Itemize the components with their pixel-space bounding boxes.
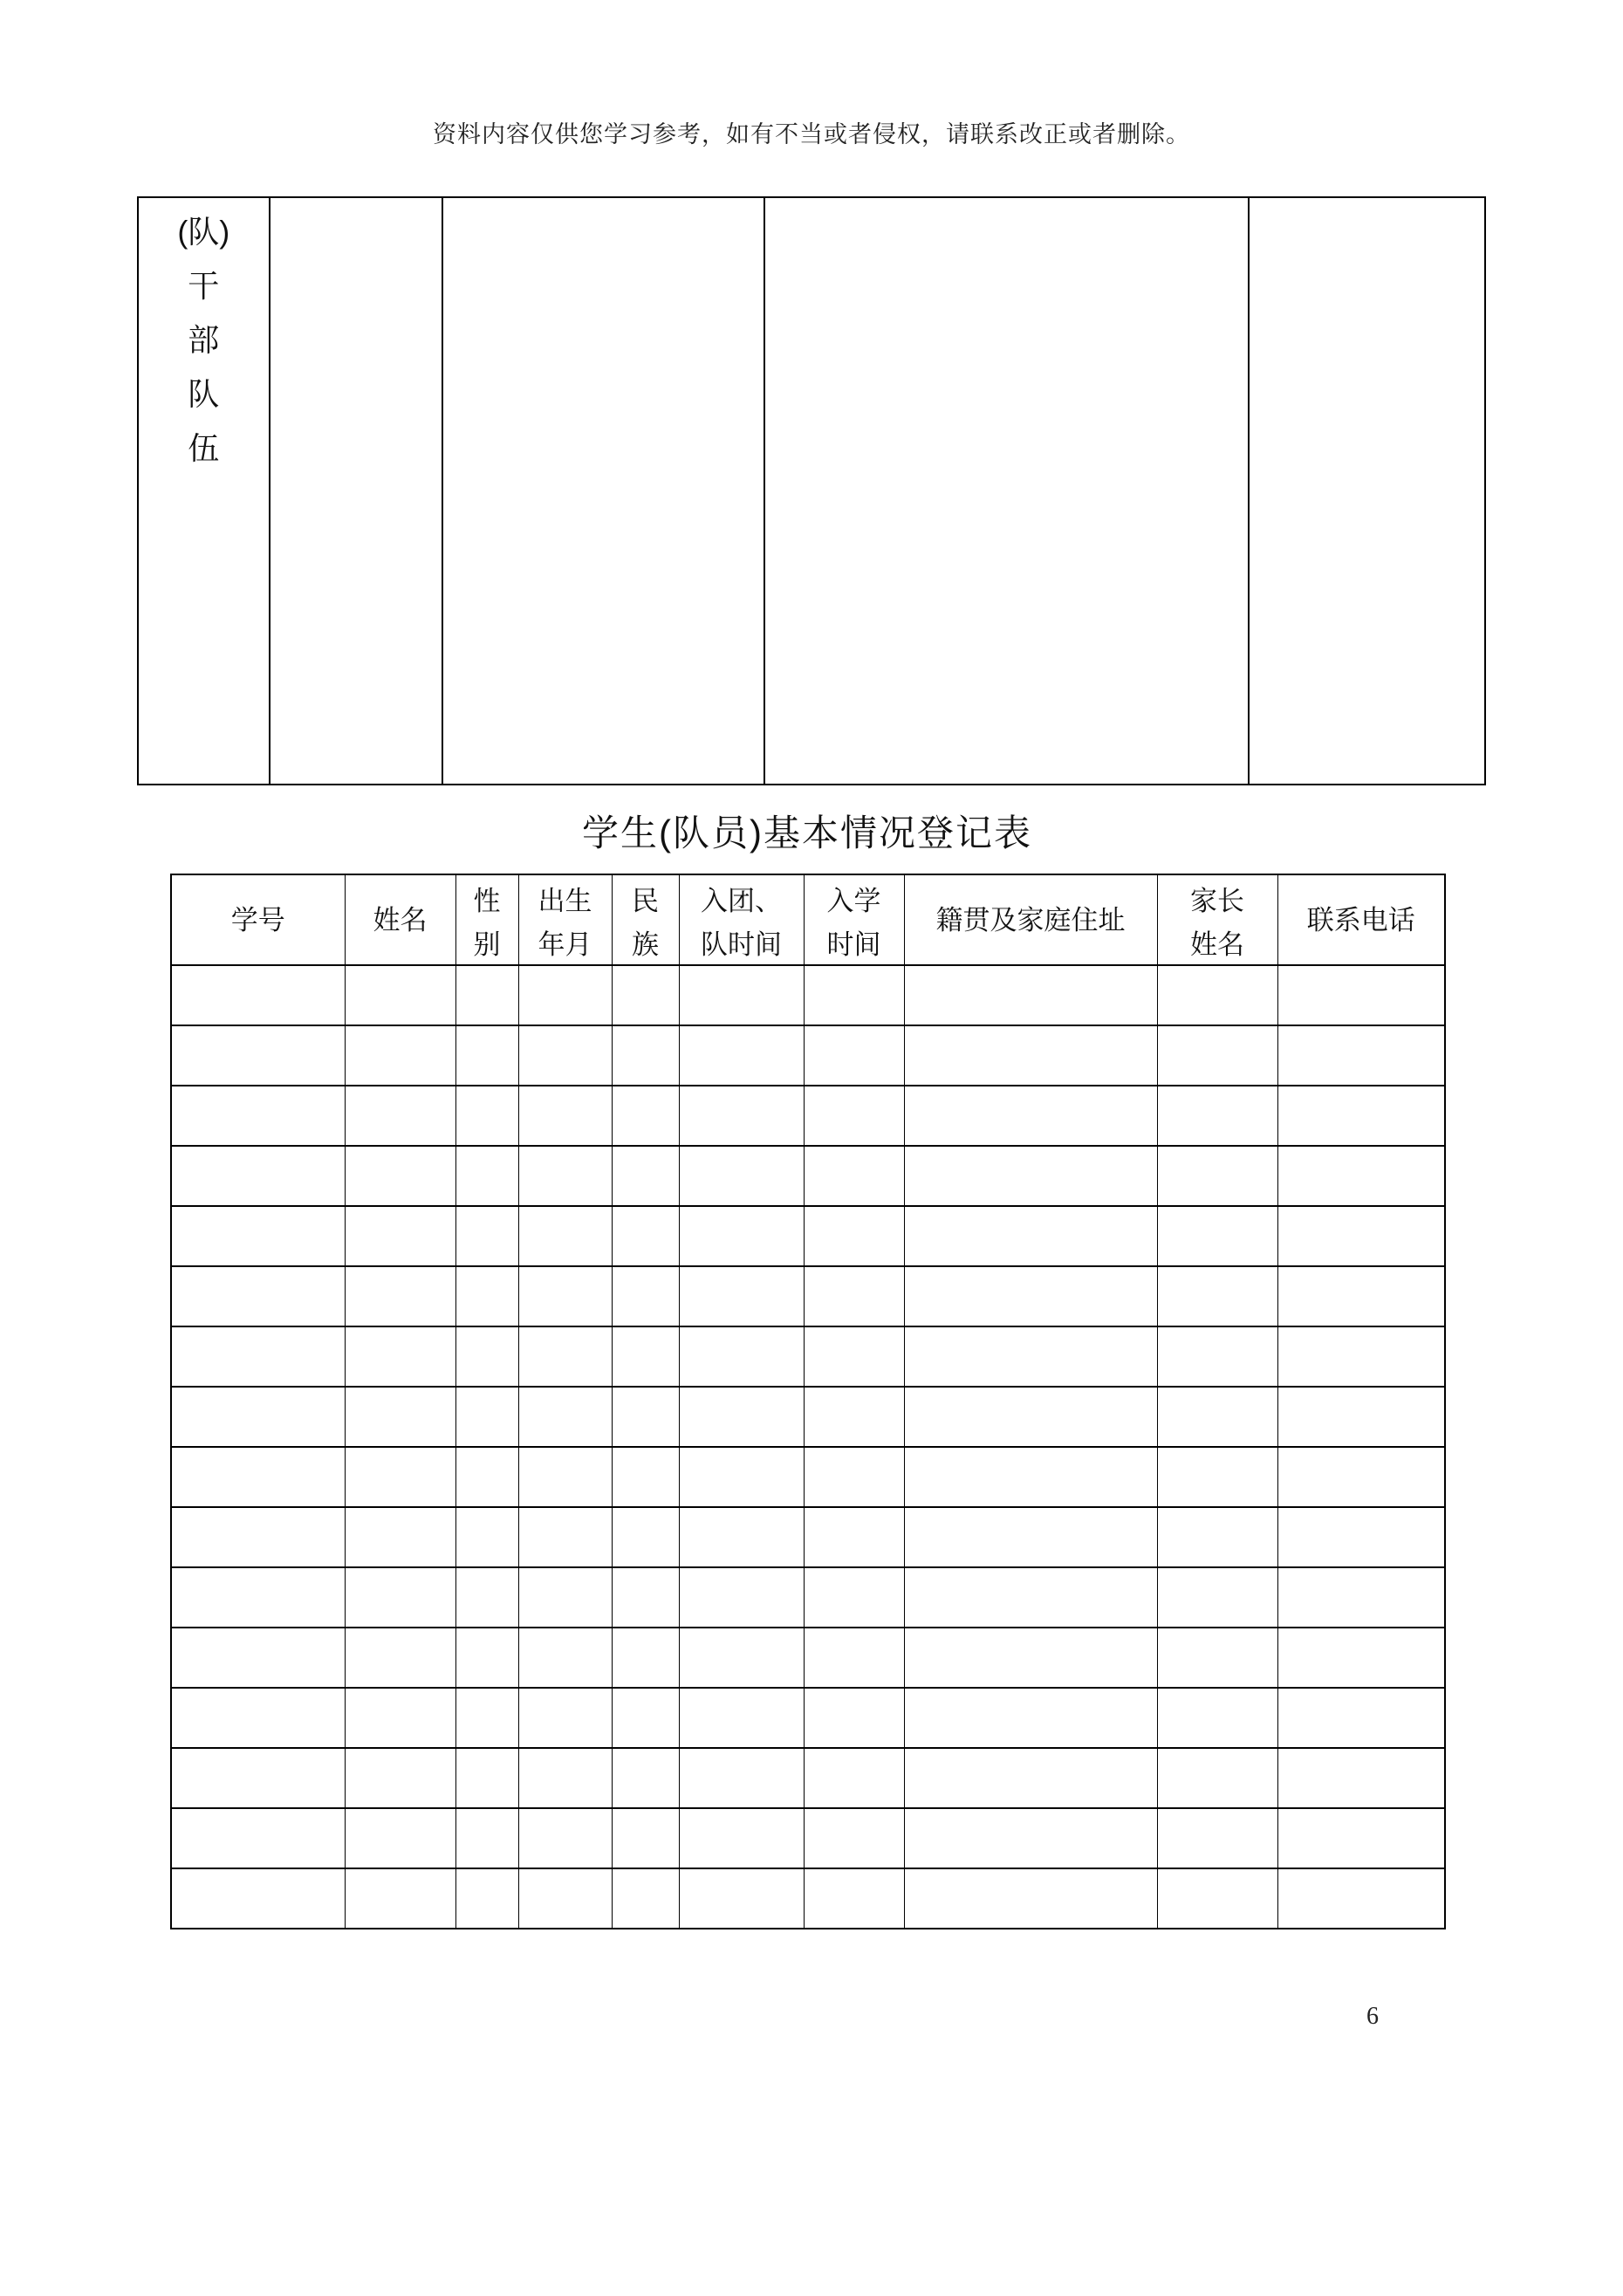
empty-cell bbox=[455, 1507, 518, 1567]
table-row bbox=[171, 1688, 1445, 1748]
col-header-league-join-time: 入团、 队时间 bbox=[679, 874, 804, 965]
empty-cell bbox=[612, 1266, 679, 1326]
table-row bbox=[171, 1868, 1445, 1929]
empty-cell bbox=[612, 1868, 679, 1929]
empty-cell bbox=[1277, 1808, 1445, 1868]
empty-cell bbox=[455, 1086, 518, 1146]
empty-cell bbox=[679, 1266, 804, 1326]
empty-cell bbox=[904, 1808, 1157, 1868]
col-header-name: 姓名 bbox=[345, 874, 455, 965]
empty-cell bbox=[804, 1206, 904, 1266]
empty-cell bbox=[904, 1086, 1157, 1146]
empty-cell bbox=[804, 1387, 904, 1447]
empty-cell bbox=[1277, 1748, 1445, 1808]
empty-cell bbox=[171, 1808, 345, 1868]
empty-cell bbox=[171, 1868, 345, 1929]
empty-cell bbox=[1157, 1387, 1277, 1447]
empty-cell bbox=[1157, 1206, 1277, 1266]
empty-cell bbox=[679, 1688, 804, 1748]
empty-cell bbox=[171, 1688, 345, 1748]
empty-cell bbox=[345, 1086, 455, 1146]
empty-cell bbox=[1277, 1025, 1445, 1086]
empty-cell bbox=[518, 1748, 612, 1808]
empty-cell bbox=[1157, 1025, 1277, 1086]
empty-cell bbox=[345, 1447, 455, 1507]
empty-cell bbox=[612, 1748, 679, 1808]
empty-cell bbox=[804, 1447, 904, 1507]
empty-cell bbox=[1157, 1688, 1277, 1748]
empty-cell bbox=[345, 965, 455, 1025]
empty-cell bbox=[679, 1025, 804, 1086]
empty-cell bbox=[171, 1748, 345, 1808]
empty-cell bbox=[804, 1808, 904, 1868]
empty-cell bbox=[518, 1206, 612, 1266]
empty-cell bbox=[904, 1628, 1157, 1688]
empty-cell bbox=[455, 1206, 518, 1266]
empty-cell bbox=[345, 1387, 455, 1447]
empty-cell bbox=[518, 1086, 612, 1146]
empty-cell bbox=[679, 1808, 804, 1868]
empty-cell bbox=[679, 1868, 804, 1929]
empty-cell bbox=[804, 1507, 904, 1567]
col-header-student-id: 学号 bbox=[171, 874, 345, 965]
empty-cell bbox=[1277, 1206, 1445, 1266]
empty-cell bbox=[345, 1567, 455, 1628]
empty-cell bbox=[171, 1086, 345, 1146]
empty-cell bbox=[1277, 1868, 1445, 1929]
empty-cell bbox=[804, 1628, 904, 1688]
student-table bbox=[170, 874, 1446, 1929]
table-row bbox=[171, 1628, 1445, 1688]
empty-cell bbox=[518, 1266, 612, 1326]
empty-cell bbox=[455, 1628, 518, 1688]
empty-cell bbox=[679, 1447, 804, 1507]
table-row bbox=[171, 1086, 1445, 1146]
empty-cell bbox=[171, 1206, 345, 1266]
vertical-label-char: 干 bbox=[188, 268, 220, 304]
empty-cell bbox=[679, 1748, 804, 1808]
empty-cell bbox=[1157, 1628, 1277, 1688]
empty-cell bbox=[904, 1567, 1157, 1628]
empty-cell bbox=[455, 1748, 518, 1808]
top-table-empty-cell bbox=[765, 198, 1250, 784]
empty-cell bbox=[1157, 1507, 1277, 1567]
empty-cell bbox=[904, 1266, 1157, 1326]
empty-cell bbox=[612, 965, 679, 1025]
empty-cell bbox=[679, 965, 804, 1025]
empty-cell bbox=[679, 1326, 804, 1387]
table-row bbox=[171, 1266, 1445, 1326]
empty-cell bbox=[1157, 1868, 1277, 1929]
vertical-label-char: 部 bbox=[188, 322, 220, 358]
empty-cell bbox=[455, 965, 518, 1025]
empty-cell bbox=[804, 1567, 904, 1628]
empty-cell bbox=[345, 1628, 455, 1688]
empty-cell bbox=[345, 1748, 455, 1808]
empty-cell bbox=[679, 1507, 804, 1567]
empty-cell bbox=[171, 1628, 345, 1688]
empty-cell bbox=[612, 1086, 679, 1146]
table-row bbox=[171, 1808, 1445, 1868]
top-table-empty-cell bbox=[443, 198, 765, 784]
empty-cell bbox=[518, 965, 612, 1025]
header-row bbox=[171, 874, 1445, 965]
empty-cell bbox=[1277, 1688, 1445, 1748]
table-row bbox=[171, 1387, 1445, 1447]
empty-cell bbox=[804, 1326, 904, 1387]
empty-cell bbox=[612, 1146, 679, 1206]
table-row bbox=[171, 1748, 1445, 1808]
empty-cell bbox=[171, 965, 345, 1025]
empty-cell bbox=[612, 1025, 679, 1086]
empty-cell bbox=[518, 1808, 612, 1868]
empty-cell bbox=[1277, 1266, 1445, 1326]
empty-cell bbox=[1157, 1447, 1277, 1507]
empty-cell bbox=[171, 1507, 345, 1567]
empty-cell bbox=[171, 1387, 345, 1447]
empty-cell bbox=[455, 1688, 518, 1748]
empty-cell bbox=[455, 1326, 518, 1387]
empty-cell bbox=[612, 1387, 679, 1447]
empty-cell bbox=[1157, 1748, 1277, 1808]
col-header-parent-name: 家长 姓名 bbox=[1157, 874, 1277, 965]
empty-cell bbox=[1277, 1507, 1445, 1567]
empty-cell bbox=[171, 1266, 345, 1326]
empty-cell bbox=[804, 1266, 904, 1326]
empty-cell bbox=[345, 1266, 455, 1326]
empty-cell bbox=[904, 1507, 1157, 1567]
empty-cell bbox=[904, 1387, 1157, 1447]
empty-cell bbox=[518, 1025, 612, 1086]
table-row bbox=[171, 1507, 1445, 1567]
vertical-label-char: (队) bbox=[177, 214, 230, 250]
top-table-row-label bbox=[139, 198, 270, 784]
empty-cell bbox=[455, 1447, 518, 1507]
empty-cell bbox=[612, 1206, 679, 1266]
empty-cell bbox=[455, 1868, 518, 1929]
empty-cell bbox=[345, 1146, 455, 1206]
empty-cell bbox=[904, 1447, 1157, 1507]
col-header-ethnicity: 民 族 bbox=[612, 874, 679, 965]
empty-cell bbox=[804, 1086, 904, 1146]
empty-cell bbox=[679, 1206, 804, 1266]
table-row bbox=[171, 1326, 1445, 1387]
empty-cell bbox=[455, 1025, 518, 1086]
empty-cell bbox=[1277, 1086, 1445, 1146]
empty-cell bbox=[171, 1326, 345, 1387]
empty-cell bbox=[804, 1868, 904, 1929]
col-header-enroll-time: 入学 时间 bbox=[804, 874, 904, 965]
top-table bbox=[137, 196, 1486, 785]
empty-cell bbox=[679, 1628, 804, 1688]
col-header-gender: 性 别 bbox=[455, 874, 518, 965]
empty-cell bbox=[1157, 1266, 1277, 1326]
empty-cell bbox=[904, 1146, 1157, 1206]
empty-cell bbox=[1157, 1326, 1277, 1387]
empty-cell bbox=[345, 1688, 455, 1748]
vertical-label-char: 队 bbox=[188, 376, 220, 412]
empty-cell bbox=[804, 1146, 904, 1206]
empty-cell bbox=[904, 1206, 1157, 1266]
empty-cell bbox=[1277, 1628, 1445, 1688]
empty-cell bbox=[345, 1507, 455, 1567]
page-number: 6 bbox=[1366, 2003, 1379, 2030]
empty-cell bbox=[804, 1688, 904, 1748]
empty-cell bbox=[518, 1507, 612, 1567]
empty-cell bbox=[679, 1567, 804, 1628]
student-table-body bbox=[171, 965, 1445, 1929]
top-table-empty-cell bbox=[1250, 198, 1484, 784]
empty-cell bbox=[612, 1808, 679, 1868]
empty-cell bbox=[518, 1868, 612, 1929]
empty-cell bbox=[1157, 1146, 1277, 1206]
empty-cell bbox=[518, 1146, 612, 1206]
empty-cell bbox=[904, 1748, 1157, 1808]
empty-cell bbox=[1157, 1086, 1277, 1146]
empty-cell bbox=[518, 1628, 612, 1688]
empty-cell bbox=[612, 1688, 679, 1748]
empty-cell bbox=[612, 1326, 679, 1387]
empty-cell bbox=[518, 1567, 612, 1628]
empty-cell bbox=[345, 1025, 455, 1086]
empty-cell bbox=[1277, 1387, 1445, 1447]
empty-cell bbox=[679, 1387, 804, 1447]
empty-cell bbox=[455, 1387, 518, 1447]
table-row bbox=[171, 1447, 1445, 1507]
empty-cell bbox=[1157, 965, 1277, 1025]
empty-cell bbox=[679, 1086, 804, 1146]
student-table-wrap bbox=[170, 874, 1446, 1929]
empty-cell bbox=[904, 965, 1157, 1025]
empty-cell bbox=[171, 1567, 345, 1628]
empty-cell bbox=[1277, 1567, 1445, 1628]
empty-cell bbox=[904, 1025, 1157, 1086]
empty-cell bbox=[612, 1507, 679, 1567]
empty-cell bbox=[171, 1025, 345, 1086]
empty-cell bbox=[1277, 1447, 1445, 1507]
empty-cell bbox=[804, 1748, 904, 1808]
table-row bbox=[171, 1567, 1445, 1628]
empty-cell bbox=[679, 1146, 804, 1206]
empty-cell bbox=[904, 1868, 1157, 1929]
empty-cell bbox=[1277, 1326, 1445, 1387]
col-header-contact-phone: 联系电话 bbox=[1277, 874, 1445, 965]
empty-cell bbox=[804, 1025, 904, 1086]
empty-cell bbox=[518, 1447, 612, 1507]
empty-cell bbox=[455, 1266, 518, 1326]
empty-cell bbox=[345, 1206, 455, 1266]
empty-cell bbox=[518, 1387, 612, 1447]
empty-cell bbox=[612, 1567, 679, 1628]
section-title: 学生(队员)基本情况登记表 bbox=[582, 812, 1032, 853]
empty-cell bbox=[518, 1326, 612, 1387]
empty-cell bbox=[518, 1688, 612, 1748]
table-row bbox=[171, 1025, 1445, 1086]
empty-cell bbox=[171, 1447, 345, 1507]
empty-cell bbox=[171, 1146, 345, 1206]
disclaimer-text: 资料内容仅供您学习参考，如有不当或者侵权，请联系改正或者删除。 bbox=[433, 121, 1190, 147]
empty-cell bbox=[345, 1326, 455, 1387]
empty-cell bbox=[455, 1146, 518, 1206]
empty-cell bbox=[612, 1628, 679, 1688]
empty-cell bbox=[455, 1567, 518, 1628]
empty-cell bbox=[1157, 1567, 1277, 1628]
empty-cell bbox=[804, 965, 904, 1025]
empty-cell bbox=[1157, 1808, 1277, 1868]
col-header-origin-address: 籍贯及家庭住址 bbox=[904, 874, 1157, 965]
col-header-birth-date: 出生 年月 bbox=[518, 874, 612, 965]
empty-cell bbox=[345, 1868, 455, 1929]
empty-cell bbox=[904, 1688, 1157, 1748]
table-row bbox=[171, 1146, 1445, 1206]
top-table-empty-cell bbox=[270, 198, 443, 784]
empty-cell bbox=[345, 1808, 455, 1868]
empty-cell bbox=[1277, 965, 1445, 1025]
empty-cell bbox=[904, 1326, 1157, 1387]
empty-cell bbox=[612, 1447, 679, 1507]
table-row bbox=[171, 965, 1445, 1025]
empty-cell bbox=[1277, 1146, 1445, 1206]
empty-cell bbox=[455, 1808, 518, 1868]
table-row bbox=[171, 1206, 1445, 1266]
vertical-label-char: 伍 bbox=[188, 430, 220, 466]
